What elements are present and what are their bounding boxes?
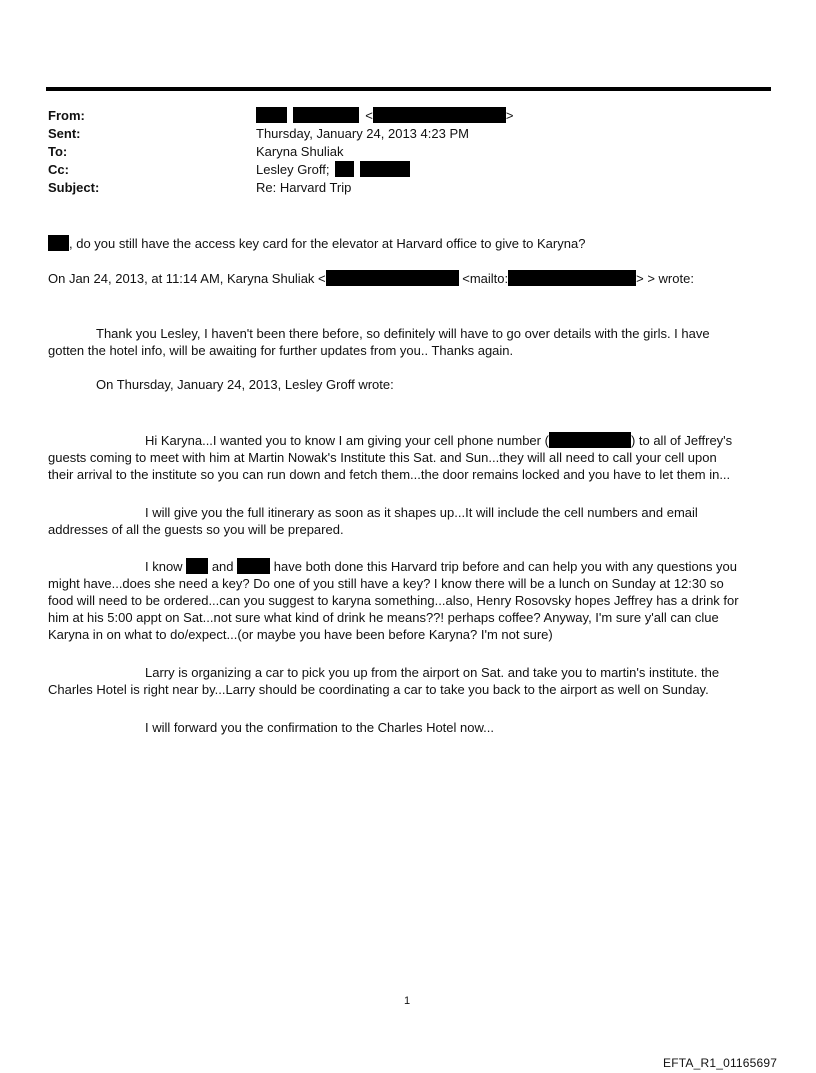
subject-value: Re: Harvard Trip xyxy=(256,180,352,195)
paragraph-text: Hi Karyna...I wanted you to know I am giving your cell phone number ( ) to all of Jeffrey's xyxy=(145,433,733,448)
paragraph-text: food will need to be ordered...can you suggest to karyna something...also, Henry Rosovsky hopes Jeffrey has a drink for xyxy=(48,593,739,608)
quoted-header: On Thursday, January 24, 2013, Lesley Groff wrote: xyxy=(96,377,394,392)
paragraph-text: addresses of all the guests so you will be prepared. xyxy=(48,522,344,537)
page-number: 1 xyxy=(404,995,411,1007)
to-value: Karyna Shuliak xyxy=(256,144,344,159)
paragraph-text: their arrival to the institute so you can run down and fetch them...the door remains locked and you have to let them in... xyxy=(48,467,731,482)
paragraph-text: Charles Hotel is right near by...Larry should be coordinating a car to take you back to the airport as well on Sunday. xyxy=(48,682,709,697)
header-divider xyxy=(46,87,771,91)
sent-label: Sent: xyxy=(48,126,81,141)
subject-label: Subject: xyxy=(48,180,100,195)
redaction-box xyxy=(293,107,359,123)
redaction-box xyxy=(549,432,631,448)
redaction-box xyxy=(186,558,208,574)
cc-value xyxy=(256,161,410,179)
to-label: To: xyxy=(48,144,68,159)
redaction-box xyxy=(335,161,354,177)
paragraph-text: guests coming to meet with him at Martin Nowak's Institute this Sat. and Sun...they will all need to call your cell upon xyxy=(48,450,717,465)
redaction-box xyxy=(326,270,459,286)
from-angle-close: > xyxy=(505,108,514,123)
redaction-box xyxy=(256,107,287,123)
quote-intro: On Jan 24, 2013, at 11:14 AM, Karyna Shuliak < <mailto: > > wrote: xyxy=(48,271,694,286)
redaction-box xyxy=(373,107,506,123)
redaction-box xyxy=(237,558,270,574)
paragraph-text: him at his 5:00 appt on Sat...not sure what kind of drink he means??! perhaps coffee? Anyway, I'm sure y'all can clue xyxy=(48,610,719,625)
paragraph-text: Larry is organizing a car to pick you up from the airport on Sat. and take you to martin's institute. the xyxy=(145,665,720,680)
paragraph-text: Thank you Lesley, I haven't been there before, so definitely will have to go over details with the girls. I have xyxy=(96,326,710,341)
paragraph-text: Karyna in on what to do/expect...(or maybe you have been before Karyna? I'm not sure) xyxy=(48,627,553,642)
from-value xyxy=(256,107,513,125)
cc-label: Cc: xyxy=(48,162,69,177)
paragraph-text: I will give you the full itinerary as soon as it shapes up...It will include the cell numbers and email xyxy=(145,505,698,520)
from-angle-open: < xyxy=(365,108,373,123)
sent-value: Thursday, January 24, 2013 4:23 PM xyxy=(256,126,469,141)
redaction-box xyxy=(360,161,410,177)
from-label: From: xyxy=(48,108,85,123)
paragraph-text: I know and have both done this Harvard trip before and can help you with any questions you xyxy=(145,559,738,574)
redaction-box xyxy=(508,270,636,286)
opening-line: , do you still have the access key card for the elevator at Harvard office to give to Karyna? xyxy=(48,235,585,252)
cc-name: Lesley Groff; xyxy=(256,162,330,177)
redaction-box xyxy=(48,235,69,251)
bates-number: EFTA_R1_01165697 xyxy=(663,1056,778,1070)
paragraph-text: gotten the hotel info, will be awaiting for further updates from you.. Thanks again. xyxy=(48,343,514,358)
paragraph-text: I will forward you the confirmation to the Charles Hotel now... xyxy=(145,720,494,735)
paragraph-text: might have...does she need a key? Do one of you still have a key? I know there will be a lunch on Sunday at 12:30 so xyxy=(48,576,724,591)
